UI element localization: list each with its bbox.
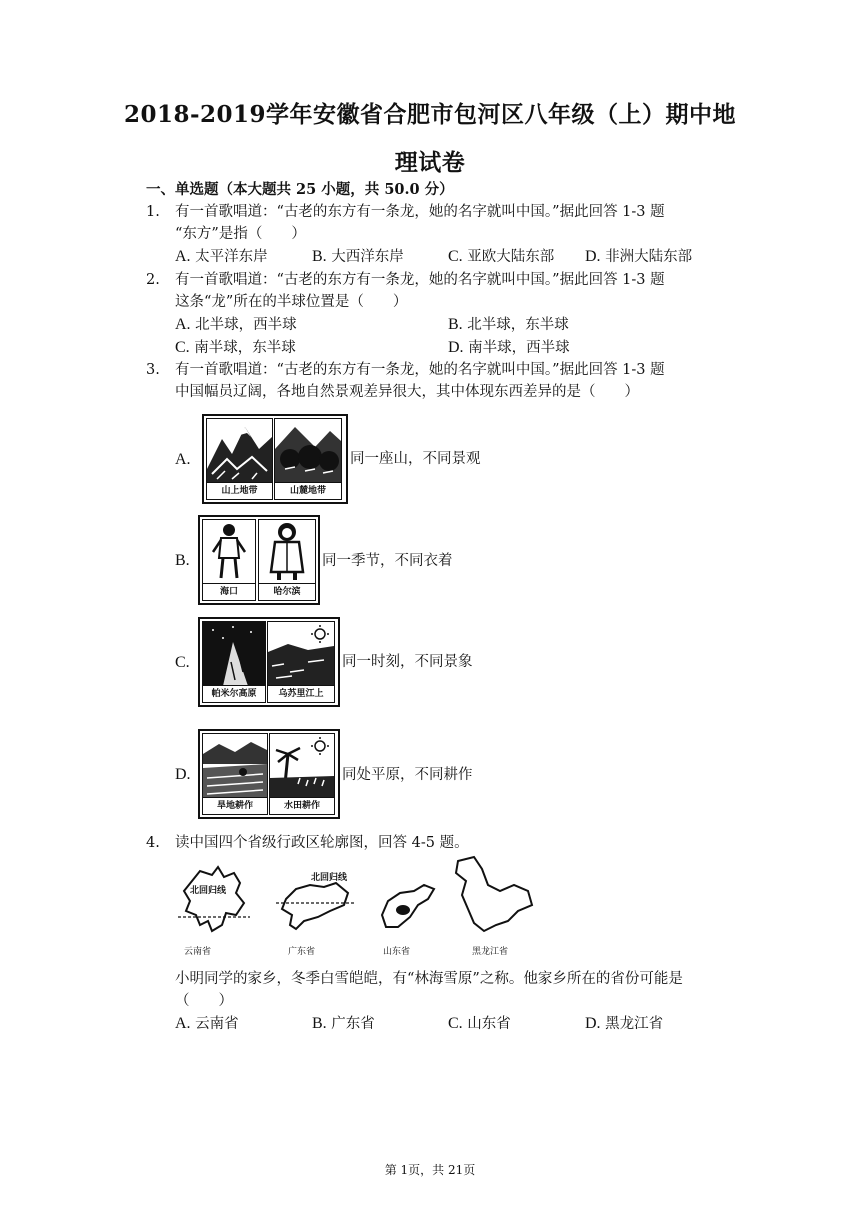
- winter-clothing-scene: [258, 519, 316, 601]
- dry-field-icon: [203, 734, 267, 798]
- option-d: D. 黑龙江省: [585, 1015, 664, 1032]
- option-a-text: 同一座山，不同景观: [350, 451, 481, 467]
- option-a-image: [202, 414, 348, 504]
- palm-sun-icon: [270, 734, 334, 798]
- map-label-yunnan: 云南省: [184, 947, 212, 957]
- caption-right: 哈尔滨: [259, 583, 315, 600]
- question-stem: 有一首歌唱道：“古老的东方有一条龙，她的名字就叫中国。”据此回答 1-3 题: [175, 272, 665, 288]
- option-a-letter: A.: [175, 451, 191, 468]
- person-summer-icon: [203, 520, 255, 584]
- question-stem: 有一首歌唱道：“古老的东方有一条龙，她的名字就叫中国。”据此回答 1-3 题: [175, 362, 665, 378]
- question-number: 4.: [146, 835, 160, 851]
- question-prompt: 这条“龙”所在的半球位置是（ ）: [175, 294, 408, 310]
- option-b: B. 大西洋东岸: [312, 248, 404, 265]
- question-prompt: 中国幅员辽阔，各地自然景观差异很大，其中体现东西差异的是（ ）: [175, 384, 639, 400]
- document-title-line1: 2018-2019学年安徽省合肥市包河区八年级（上）期中地: [123, 101, 737, 128]
- section-header: 一、单选题（本大题共 25 小题，共 50.0 分）: [146, 181, 454, 198]
- caption-right: 山麓地带: [275, 482, 341, 499]
- summer-clothing-scene: [202, 519, 256, 601]
- question-number: 2.: [146, 272, 160, 288]
- person-winter-icon: [259, 520, 315, 584]
- option-b-text: 同一季节，不同衣着: [322, 553, 453, 569]
- option-c: C. 南半球，东半球: [175, 339, 296, 356]
- option-a: A. 云南省: [175, 1015, 239, 1032]
- option-b: B. 北半球，东半球: [448, 316, 569, 333]
- caption-left: 帕米尔高原: [203, 685, 265, 702]
- map-label-heilongjiang: 黑龙江省: [472, 947, 509, 957]
- plateau-night-scene: [202, 621, 266, 703]
- option-c-text: 同一时刻，不同景象: [342, 654, 473, 670]
- map-label-guangdong: 广东省: [288, 947, 316, 957]
- sun-icon: [268, 622, 334, 686]
- forest-icon: [275, 419, 341, 483]
- caption-right: 乌苏里江上: [268, 685, 334, 702]
- option-a: A. 太平洋东岸: [175, 248, 268, 265]
- map-label-shandong: 山东省: [383, 947, 411, 957]
- caption-left: 旱地耕作: [203, 797, 267, 814]
- question-number: 3.: [146, 362, 160, 378]
- question-stem: 读中国四个省级行政区轮廓图，回答 4-5 题。: [175, 835, 469, 851]
- option-d-text: 同处平原，不同耕作: [342, 767, 473, 783]
- river-day-scene: [267, 621, 335, 703]
- option-b-letter: B.: [175, 552, 190, 569]
- question-stem: 有一首歌唱道：“古老的东方有一条龙，她的名字就叫中国。”据此回答 1-3 题: [175, 204, 665, 220]
- option-b: B. 广东省: [312, 1015, 375, 1032]
- option-c-letter: C.: [175, 654, 190, 671]
- paddy-farming-scene: [269, 733, 335, 815]
- page-footer: 第 1页，共 21页: [384, 1163, 476, 1177]
- option-b-image: [198, 515, 320, 605]
- dry-farming-scene: [202, 733, 268, 815]
- tropic-label-yunnan: 北回归线: [190, 886, 227, 896]
- document-title-line2: 理试卷: [394, 149, 466, 176]
- option-d-letter: D.: [175, 766, 191, 783]
- option-c: C. 山东省: [448, 1015, 511, 1032]
- mountain-foot-scene: [274, 418, 342, 500]
- option-c-image: [198, 617, 340, 707]
- caption-left: 山上地带: [207, 482, 272, 499]
- option-d: D. 南半球，西半球: [448, 339, 570, 356]
- question-number: 1.: [146, 204, 160, 220]
- option-d-image: [198, 729, 340, 819]
- question-prompt: “东方”是指（ ）: [175, 226, 306, 242]
- option-c: C. 亚欧大陆东部: [448, 248, 555, 265]
- question-prompt: 小明同学的家乡，冬季白雪皑皑，有“林海雪原”之称。他家乡所在的省份可能是: [175, 971, 683, 987]
- question-blank: （ ）: [175, 993, 233, 1009]
- option-d: D. 非洲大陆东部: [585, 248, 693, 265]
- option-a: A. 北半球，西半球: [175, 316, 297, 333]
- mountain-snow-icon: [207, 419, 272, 483]
- caption-right: 水田耕作: [270, 797, 334, 814]
- caption-left: 海口: [203, 583, 255, 600]
- tropic-label-guangdong: 北回归线: [311, 873, 348, 883]
- night-mountain-icon: [203, 622, 265, 686]
- mountain-top-scene: [206, 418, 273, 500]
